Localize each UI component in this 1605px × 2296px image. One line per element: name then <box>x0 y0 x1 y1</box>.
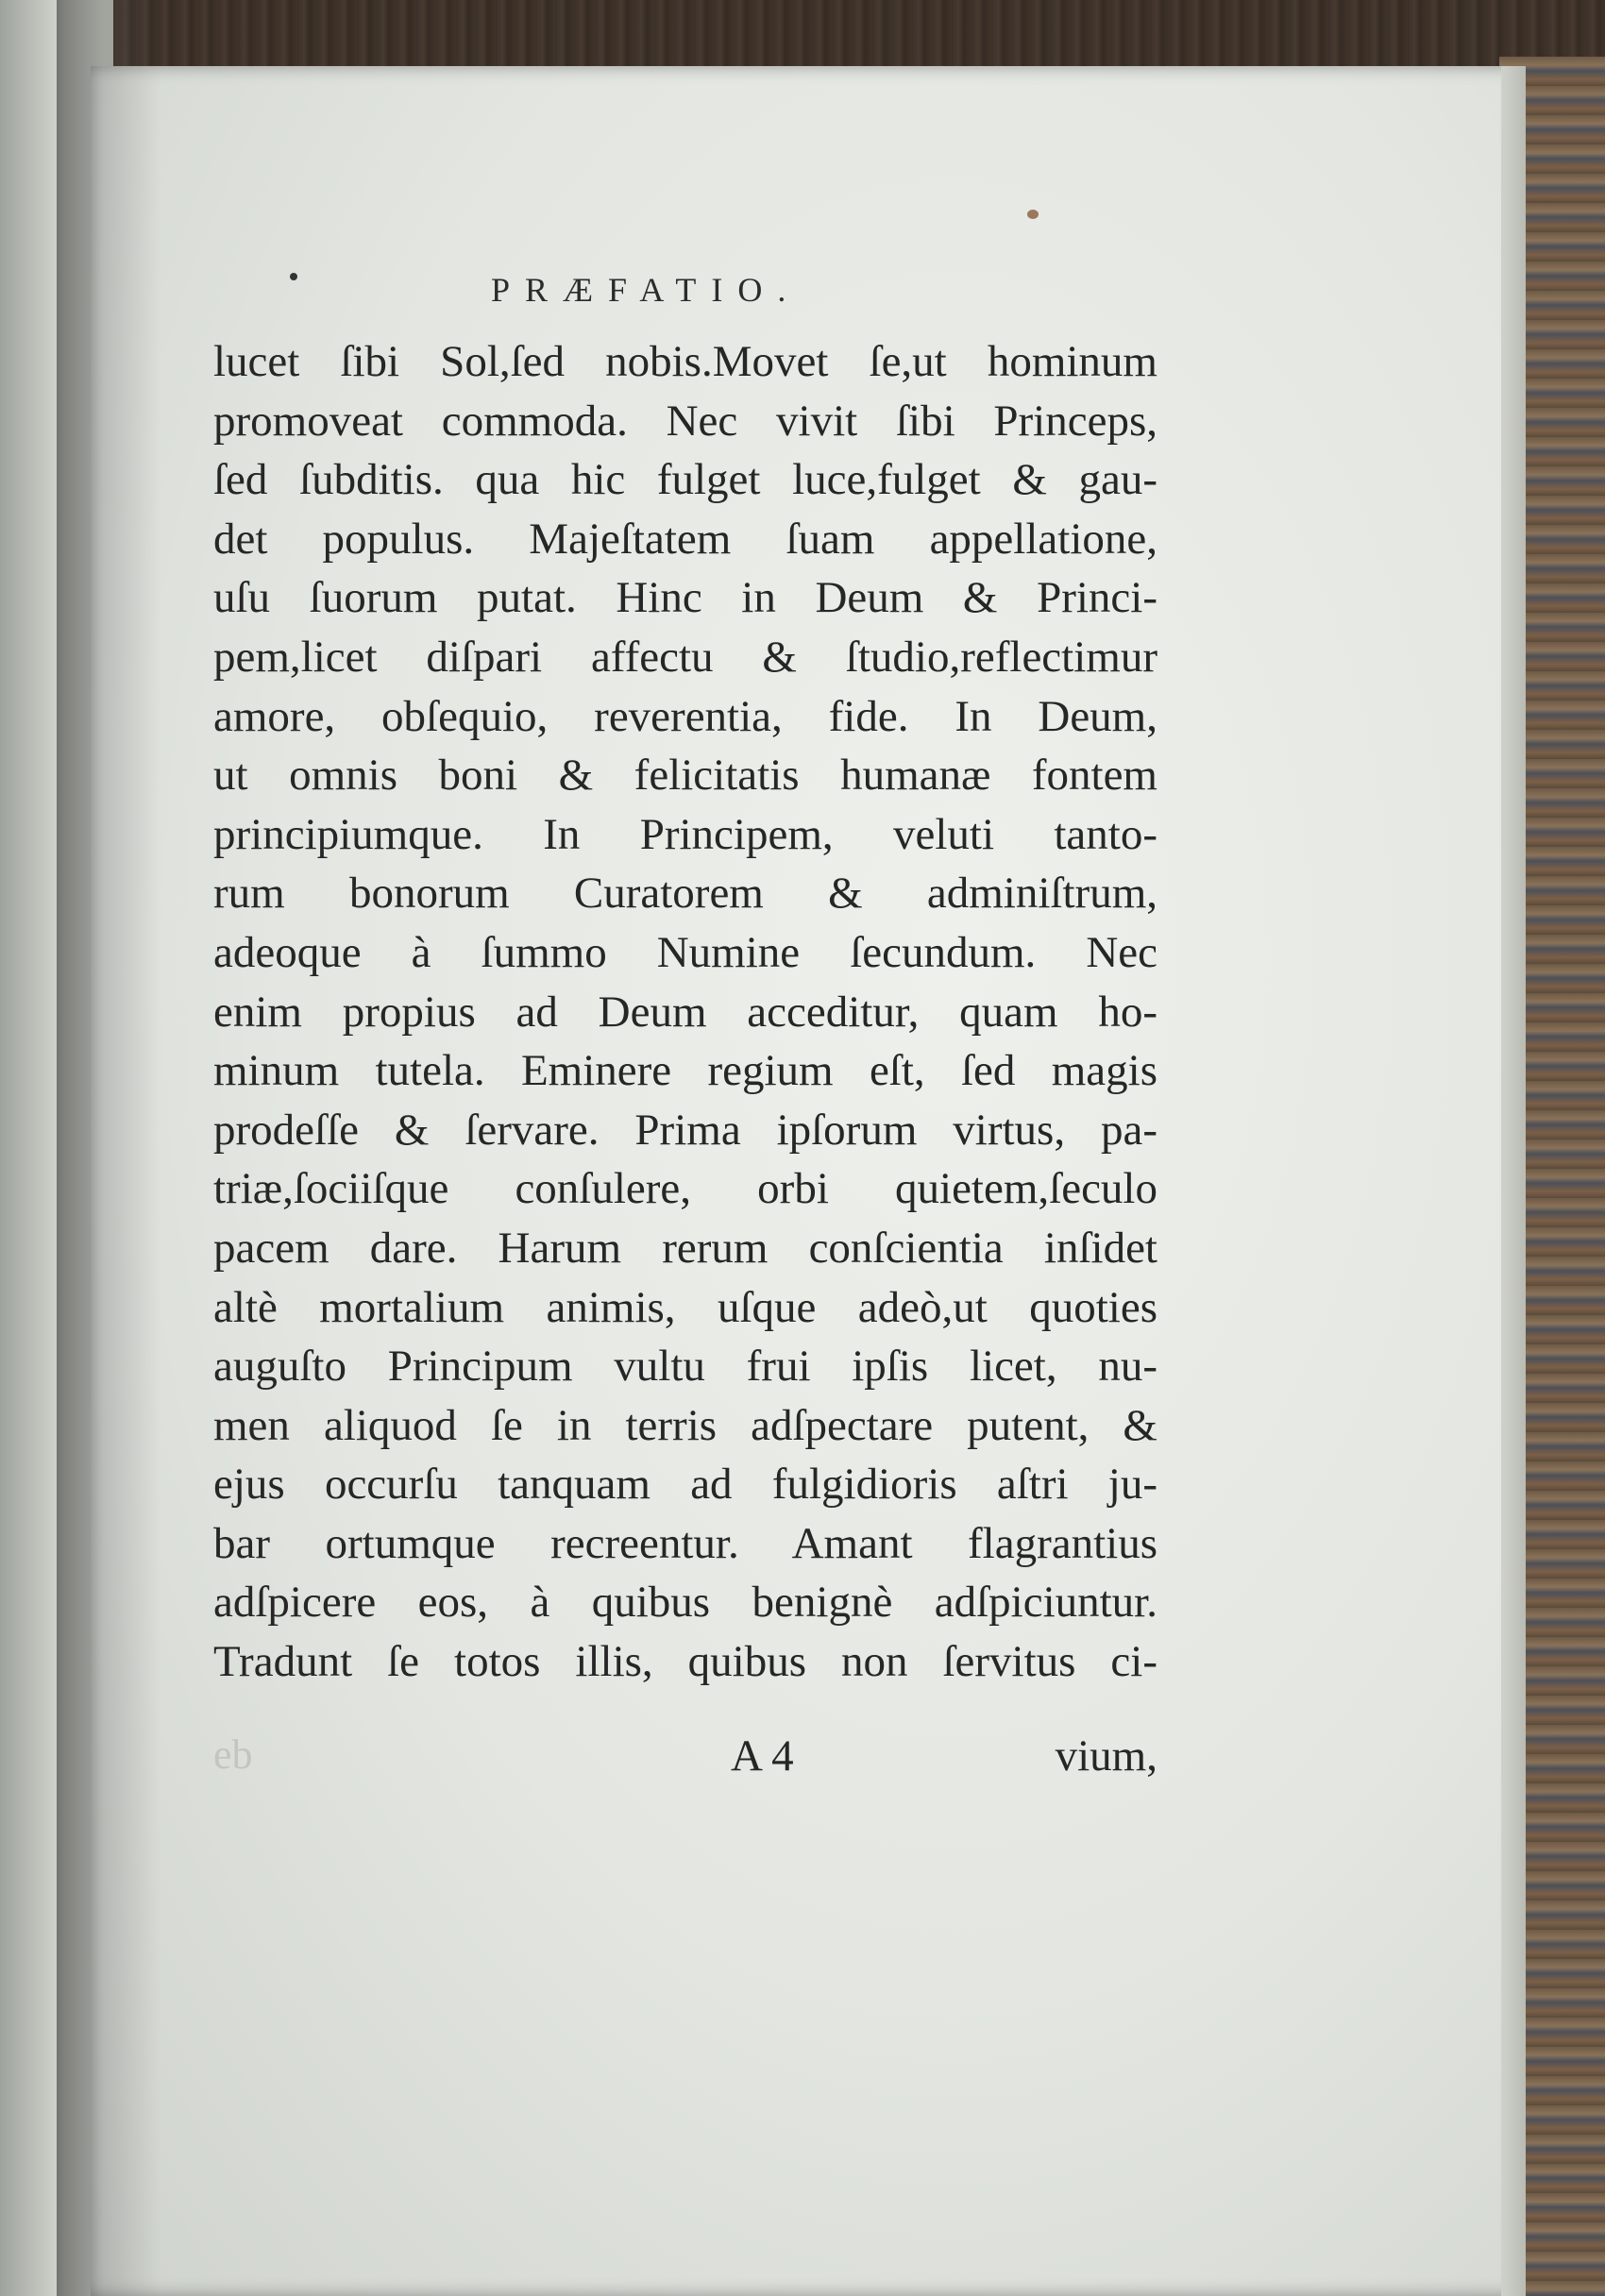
printed-dot <box>290 273 297 280</box>
text-line: altè mortalium animis, uſque adeò,ut quoties <box>213 1282 1157 1332</box>
text-line: pem,licet diſpari affectu & ſtudio,reflectimur <box>213 632 1157 682</box>
text-line: triæ,ſociiſque conſulere, orbi quietem,ſeculo <box>213 1164 1157 1214</box>
text-line: minum tutela. Eminere regium eſt, ſed magis <box>213 1046 1157 1096</box>
page-footer <box>213 1730 1157 1787</box>
text-line: bar ortumque recreentur. Amant flagrantius <box>213 1518 1157 1568</box>
text-line: ejus occurſu tanquam ad fulgidioris aſtri ju- <box>213 1460 1157 1510</box>
body-text <box>213 332 1157 1692</box>
running-head: PRÆFATIO. <box>491 271 802 309</box>
text-line: principiumque. In Principem, veluti tanto- <box>213 809 1157 859</box>
text-line: uſu ſuorum putat. Hinc in Deum & Princi- <box>213 573 1157 623</box>
text-line: ſed ſubditis. qua hic fulget luce,fulget & gau- <box>213 455 1157 505</box>
text-line: Tradunt ſe totos illis, quibus non ſervitus ci- <box>213 1637 1157 1687</box>
text-line: enim propius ad Deum acceditur, quam ho- <box>213 987 1157 1037</box>
text-line: prodeſſe & ſervare. Prima ipſorum virtus, pa- <box>213 1105 1157 1155</box>
signature-mark: A 4 <box>731 1731 794 1781</box>
show-through-text: eb <box>213 1731 253 1778</box>
text-line: pacem dare. Harum rerum conſcientia inſidet <box>213 1223 1157 1273</box>
page-fore-edge <box>1501 66 1526 2296</box>
text-line: lucet ſibi Sol,ſed nobis.Movet ſe,ut hominum <box>213 337 1157 386</box>
text-line: men aliquod ſe in terris adſpectare putent, & <box>213 1400 1157 1450</box>
text-line: auguſto Principum vultu frui ipſis licet, nu- <box>213 1342 1157 1392</box>
text-line: adeoque à ſummo Numine ſecundum. Nec <box>213 927 1157 977</box>
text-line: ut omnis boni & felicitatis humanæ fontem <box>213 751 1157 801</box>
ink-stain <box>1027 210 1039 219</box>
text-line: det populus. Majeſtatem ſuam appellatione, <box>213 514 1157 564</box>
catchword: vium, <box>1055 1731 1157 1781</box>
text-line: promoveat commoda. Nec vivit ſibi Princeps, <box>213 396 1157 446</box>
gutter-shadow <box>57 0 160 2296</box>
text-line: adſpicere eos, à quibus benignè adſpiciuntur. <box>213 1578 1157 1628</box>
text-line: rum bonorum Curatorem & adminiſtrum, <box>213 869 1157 919</box>
text-line: amore, obſequio, reverentia, fide. In Deum, <box>213 691 1157 741</box>
